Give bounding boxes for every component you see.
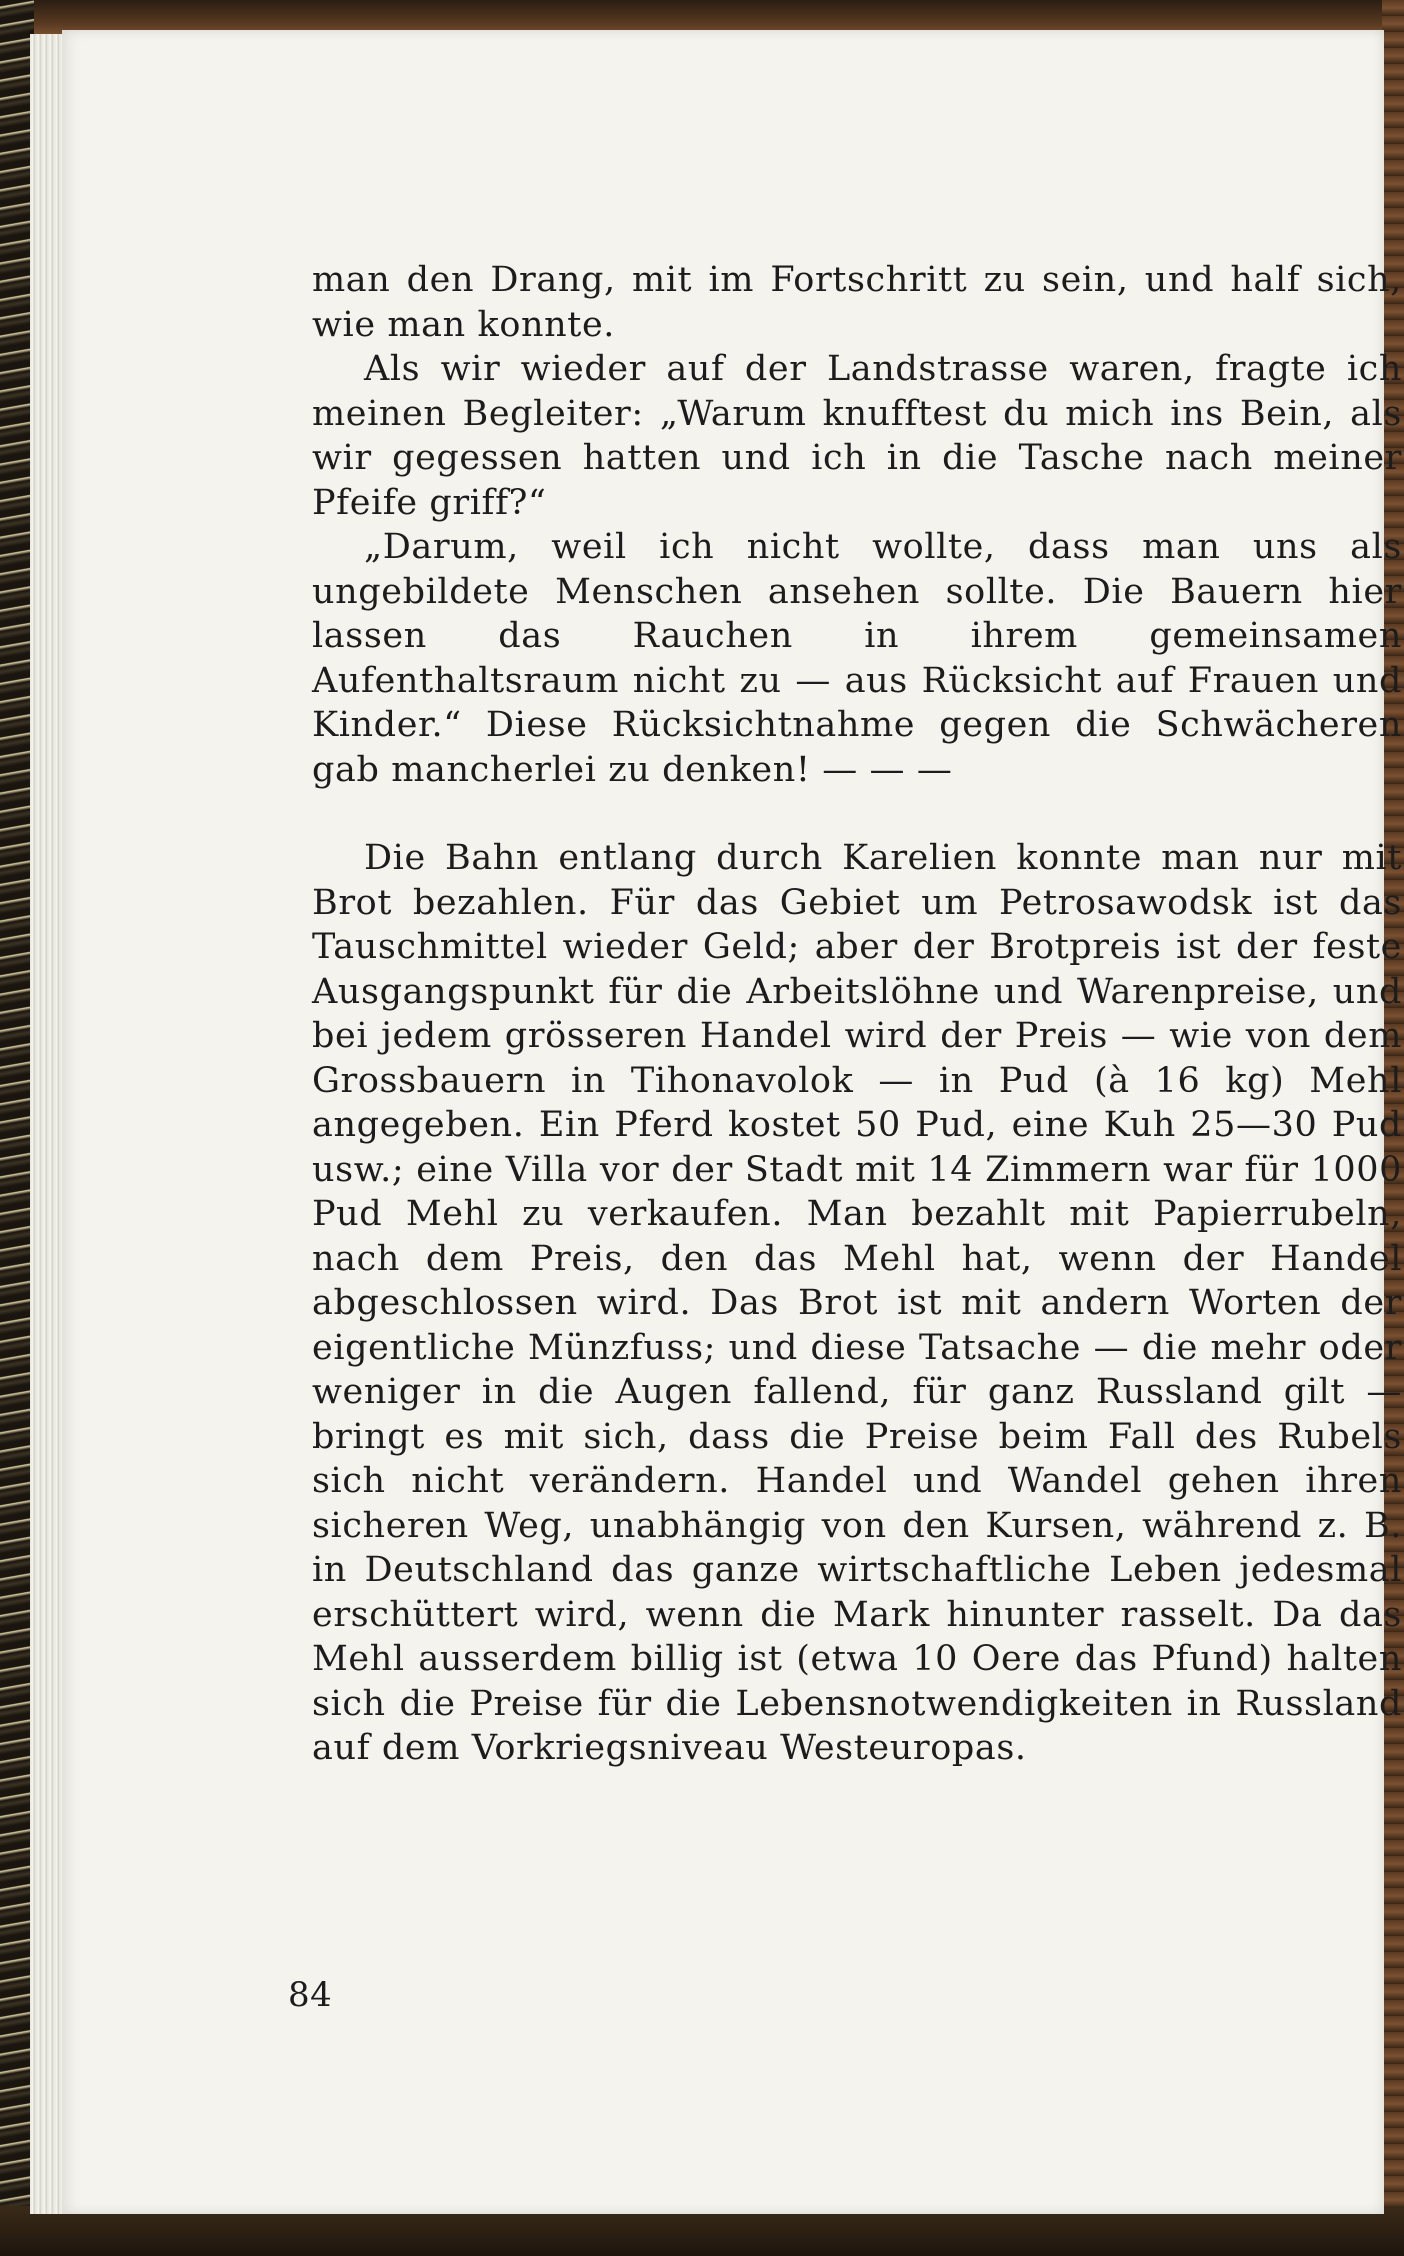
paragraph-question: Als wir wieder auf der Landstrasse waren, fragte ich meinen Begleiter: „Warum knufftest du mich ins Bein, als wir gegessen hatten und ich in die Tasche nach meiner Pfeife griff?“ bbox=[312, 349, 1402, 523]
page-number: 84 bbox=[288, 1975, 333, 2015]
book-page bbox=[62, 30, 1402, 2214]
paragraph-karelia-bread: Die Bahn entlang durch Karelien konnte man nur mit Brot bezahlen. Für das Gebiet um Petrosawodsk ist das Tauschmittel wieder Geld; aber der Brotpreis ist der feste Ausgangspunkt für die Arbeitslöhne und Warenpreise, und bei jedem grösseren Handel wird der Preis — wie von dem Grossbauern in Tihonavolok — in Pud (à 16 kg) Mehl angegeben. Ein Pferd kostet 50 Pud, eine Kuh 25—30 Pud usw.; eine Villa vor der Stadt mit 14 Zimmern war für 1000 Pud Mehl zu verkaufen. Man bezahlt mit Papierrubeln, nach dem Preis, den das Mehl hat, wenn der Handel abgeschlossen wird. Das Brot ist mit andern Worten der eigentliche Münzfuss; und diese Tatsache — die mehr oder weniger in die Augen fallend, für ganz Russland gilt — bringt es mit sich, dass die Preise beim Fall des Rubels sich nicht verändern. Handel und Wandel gehen ihren sicheren Weg, unabhängig von den Kursen, während z. B. in Deutschland das ganze wirtschaftliche Leben jedesmal erschüttert wird, wenn die Mark hinunter rasselt. Da das Mehl ausserdem billig ist (etwa 10 Oere das Pfund) halten sich die Preise für die Lebensnotwendigkeiten in Russland auf dem Vorkriegsniveau Westeuropas. bbox=[312, 838, 1402, 1768]
book-cover-left-edge bbox=[0, 0, 34, 2256]
paragraph-answer: „Darum, weil ich nicht wollte, dass man uns als ungebildete Menschen ansehen sollte. Die Bauern hier lassen das Rauchen in ihrem gemeinsamen Aufenthaltsraum nicht zu — aus Rücksicht auf Frauen und Kinder.“ Diese Rücksichtnahme gegen die Schwächeren gab mancherlei zu denken! — — — bbox=[312, 527, 1402, 790]
page-text-block bbox=[312, 258, 1402, 1771]
paragraph-continuation: man den Drang, mit im Fortschritt zu sein, und half sich, wie man konnte. bbox=[312, 260, 1402, 345]
